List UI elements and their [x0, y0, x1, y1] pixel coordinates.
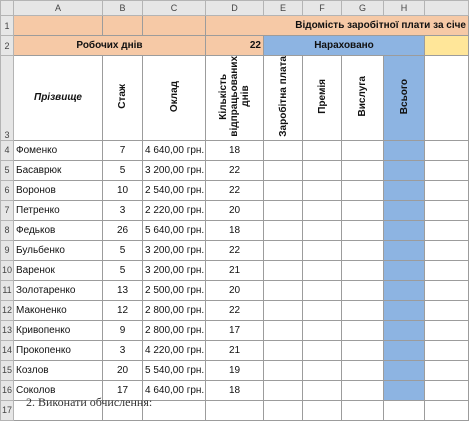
salary-cell[interactable]: 3 200,00 грн.	[143, 260, 206, 280]
wage-cell[interactable]	[264, 200, 303, 220]
row-number[interactable]: 14	[1, 340, 14, 360]
experience-cell[interactable]: 3	[103, 200, 143, 220]
experience-cell[interactable]: 26	[103, 220, 143, 240]
table-row	[1, 280, 469, 300]
cell[interactable]	[103, 16, 143, 36]
column-header-c[interactable]: C	[143, 1, 206, 16]
cell[interactable]	[425, 160, 469, 180]
row-number[interactable]: 2	[1, 36, 14, 56]
table-row	[1, 220, 469, 240]
data-rows	[1, 140, 469, 400]
column-header-f[interactable]: F	[303, 1, 342, 16]
seniority-cell[interactable]	[342, 220, 384, 240]
table-row	[1, 260, 469, 280]
seniority-cell[interactable]	[342, 240, 384, 260]
bonus-cell[interactable]	[303, 380, 342, 400]
salary-cell[interactable]: 4 220,00 грн.	[143, 340, 206, 360]
experience-cell[interactable]: 12	[103, 300, 143, 320]
cell[interactable]	[14, 16, 103, 36]
total-cell[interactable]	[384, 140, 425, 160]
sheet-row-1	[1, 16, 469, 36]
bonus-cell[interactable]	[303, 200, 342, 220]
bonus-cell[interactable]	[303, 280, 342, 300]
surname-cell[interactable]: Фоменко	[14, 140, 103, 160]
bonus-cell[interactable]	[303, 260, 342, 280]
row-number[interactable]: 6	[1, 180, 14, 200]
experience-cell[interactable]: 20	[103, 360, 143, 380]
sheet-row-2	[1, 36, 469, 56]
surname-cell[interactable]: Кривопенко	[14, 320, 103, 340]
wage-cell[interactable]	[264, 220, 303, 240]
cell[interactable]	[384, 400, 425, 420]
total-cell[interactable]	[384, 200, 425, 220]
days-worked-cell[interactable]: 22	[206, 180, 264, 200]
surname-cell[interactable]: Федьков	[14, 220, 103, 240]
days-worked-cell[interactable]: 17	[206, 320, 264, 340]
cell[interactable]	[143, 16, 206, 36]
surname-cell[interactable]: Маконенко	[14, 300, 103, 320]
days-worked-cell[interactable]: 22	[206, 160, 264, 180]
row-number[interactable]: 11	[1, 280, 14, 300]
cell[interactable]	[425, 300, 469, 320]
sheet-title-cell[interactable]: Відомість заробітної плати за січе	[206, 16, 469, 36]
seniority-cell[interactable]	[342, 160, 384, 180]
total-cell[interactable]	[384, 380, 425, 400]
row-number[interactable]: 12	[1, 300, 14, 320]
surname-header-cell[interactable]: Прізвище	[14, 56, 103, 141]
wage-cell[interactable]	[264, 360, 303, 380]
surname-cell[interactable]: Воронов	[14, 180, 103, 200]
cell[interactable]	[425, 56, 469, 141]
table-row	[1, 180, 469, 200]
column-header-h[interactable]: H	[384, 1, 425, 16]
row-number[interactable]: 3	[1, 56, 14, 141]
table-row	[1, 300, 469, 320]
row-number[interactable]: 7	[1, 200, 14, 220]
total-cell[interactable]	[384, 360, 425, 380]
salary-cell[interactable]: 2 220,00 грн.	[143, 200, 206, 220]
days-worked-header-cell[interactable]	[206, 56, 264, 141]
salary-cell[interactable]: 4 640,00 грн.	[143, 380, 206, 400]
cell[interactable]	[425, 140, 469, 160]
seniority-cell[interactable]	[342, 200, 384, 220]
bonus-cell[interactable]	[303, 360, 342, 380]
wage-cell[interactable]	[264, 140, 303, 160]
row-number[interactable]: 13	[1, 320, 14, 340]
seniority-cell[interactable]	[342, 380, 384, 400]
salary-cell[interactable]: 3 200,00 грн.	[143, 240, 206, 260]
salary-header-cell[interactable]	[143, 56, 206, 141]
surname-cell[interactable]: Соколов	[14, 380, 103, 400]
table-row	[1, 360, 469, 380]
working-days-label-cell[interactable]: Робочих днів	[14, 36, 206, 56]
cell[interactable]	[342, 400, 384, 420]
row-number[interactable]: 1	[1, 16, 14, 36]
wage-cell[interactable]	[264, 240, 303, 260]
seniority-cell[interactable]	[342, 340, 384, 360]
table-row	[1, 160, 469, 180]
accrued-header-cell[interactable]: Нараховано	[264, 36, 425, 56]
experience-cell[interactable]: 5	[103, 260, 143, 280]
row-number[interactable]: 10	[1, 260, 14, 280]
bonus-cell[interactable]	[303, 240, 342, 260]
total-header-cell[interactable]	[384, 56, 425, 141]
experience-cell[interactable]: 7	[103, 140, 143, 160]
row-number[interactable]: 16	[1, 380, 14, 400]
seniority-cell[interactable]	[342, 300, 384, 320]
seniority-cell[interactable]	[342, 180, 384, 200]
days-worked-cell[interactable]: 18	[206, 140, 264, 160]
cell[interactable]	[425, 180, 469, 200]
wage-cell[interactable]	[264, 320, 303, 340]
bonus-cell[interactable]	[303, 320, 342, 340]
column-header-d[interactable]: D	[206, 1, 264, 16]
bonus-header-cell[interactable]	[303, 56, 342, 141]
experience-cell[interactable]: 13	[103, 280, 143, 300]
days-worked-cell[interactable]: 18	[206, 220, 264, 240]
total-cell[interactable]	[384, 280, 425, 300]
cell[interactable]	[425, 280, 469, 300]
salary-cell[interactable]: 4 640,00 грн.	[143, 140, 206, 160]
surname-cell[interactable]: Петренко	[14, 200, 103, 220]
seniority-header-cell[interactable]	[342, 56, 384, 141]
bonus-cell[interactable]	[303, 180, 342, 200]
experience-cell[interactable]: 5	[103, 160, 143, 180]
cell[interactable]	[425, 36, 469, 56]
wage-header-text: Заробітна плата	[277, 56, 289, 137]
bonus-cell[interactable]	[303, 340, 342, 360]
salary-cell[interactable]: 2 540,00 грн.	[143, 180, 206, 200]
total-cell[interactable]	[384, 300, 425, 320]
row-number[interactable]: 15	[1, 360, 14, 380]
row-number[interactable]: 9	[1, 240, 14, 260]
cell[interactable]	[303, 400, 342, 420]
cell[interactable]	[206, 400, 264, 420]
cell[interactable]	[425, 200, 469, 220]
salary-cell[interactable]: 2 800,00 грн.	[143, 300, 206, 320]
days-worked-cell[interactable]: 21	[206, 340, 264, 360]
row-number[interactable]: 17	[1, 400, 14, 420]
cell[interactable]	[425, 400, 469, 420]
total-cell[interactable]	[384, 180, 425, 200]
surname-cell[interactable]: Козлов	[14, 360, 103, 380]
select-all-corner[interactable]	[1, 1, 14, 16]
cell[interactable]	[425, 360, 469, 380]
table-row	[1, 320, 469, 340]
column-header-e[interactable]: E	[264, 1, 303, 16]
surname-cell[interactable]: Бульбенко	[14, 240, 103, 260]
wage-cell[interactable]	[264, 180, 303, 200]
table-row	[1, 240, 469, 260]
total-cell[interactable]	[384, 320, 425, 340]
bonus-cell[interactable]	[303, 140, 342, 160]
seniority-header-text: Вислуга	[357, 76, 368, 117]
task-caption: 2. Виконати обчислення:	[26, 395, 153, 409]
days-worked-cell[interactable]: 20	[206, 280, 264, 300]
experience-cell[interactable]: 5	[103, 240, 143, 260]
surname-cell[interactable]: Золотаренко	[14, 280, 103, 300]
experience-cell[interactable]: 17	[103, 380, 143, 400]
row-number[interactable]: 5	[1, 160, 14, 180]
seniority-cell[interactable]	[342, 260, 384, 280]
days-worked-cell[interactable]: 20	[206, 200, 264, 220]
wage-cell[interactable]	[264, 260, 303, 280]
total-header-text: Всього	[398, 78, 410, 114]
table-row	[1, 140, 469, 160]
seniority-cell[interactable]	[342, 320, 384, 340]
experience-cell[interactable]: 10	[103, 180, 143, 200]
bonus-cell[interactable]	[303, 160, 342, 180]
cell[interactable]	[425, 340, 469, 360]
column-header-i[interactable]	[425, 1, 469, 16]
bonus-cell[interactable]	[303, 300, 342, 320]
days-worked-cell[interactable]: 21	[206, 260, 264, 280]
table-row	[1, 340, 469, 360]
wage-cell[interactable]	[264, 160, 303, 180]
column-header-a[interactable]: A	[14, 1, 103, 16]
days-worked-cell[interactable]: 22	[206, 300, 264, 320]
sheet-row-3	[1, 56, 469, 141]
cell[interactable]	[425, 320, 469, 340]
row-number[interactable]: 4	[1, 140, 14, 160]
experience-cell[interactable]: 9	[103, 320, 143, 340]
salary-cell[interactable]: 2 500,00 грн.	[143, 280, 206, 300]
surname-cell[interactable]: Варенок	[14, 260, 103, 280]
experience-header-text: Стаж	[117, 83, 128, 109]
cell[interactable]	[425, 240, 469, 260]
salary-cell[interactable]: 3 200,00 грн.	[143, 160, 206, 180]
days-worked-header-text: Кількість відпрацьованих днів	[218, 55, 251, 137]
bonus-cell[interactable]	[303, 220, 342, 240]
salary-cell[interactable]: 5 640,00 грн.	[143, 220, 206, 240]
cell[interactable]	[425, 220, 469, 240]
wage-cell[interactable]	[264, 280, 303, 300]
total-cell[interactable]	[384, 220, 425, 240]
total-cell[interactable]	[384, 240, 425, 260]
table-row	[1, 200, 469, 220]
seniority-cell[interactable]	[342, 280, 384, 300]
surname-cell[interactable]: Басаврюк	[14, 160, 103, 180]
days-worked-cell[interactable]: 18	[206, 380, 264, 400]
total-cell[interactable]	[384, 260, 425, 280]
wage-cell[interactable]	[264, 340, 303, 360]
surname-cell[interactable]: Прокопенко	[14, 340, 103, 360]
column-header-b[interactable]: B	[103, 1, 143, 16]
seniority-cell[interactable]	[342, 360, 384, 380]
column-header-g[interactable]: G	[342, 1, 384, 16]
total-cell[interactable]	[384, 340, 425, 360]
experience-cell[interactable]: 3	[103, 340, 143, 360]
salary-header-text: Оклад	[168, 80, 180, 112]
days-worked-cell[interactable]: 19	[206, 360, 264, 380]
row-number[interactable]: 8	[1, 220, 14, 240]
column-header-row	[1, 1, 469, 16]
seniority-cell[interactable]	[342, 140, 384, 160]
wage-header-cell[interactable]	[264, 56, 303, 141]
cell[interactable]	[425, 380, 469, 400]
salary-cell[interactable]: 5 540,00 грн.	[143, 360, 206, 380]
wage-cell[interactable]	[264, 380, 303, 400]
bonus-header-text: Премія	[316, 78, 328, 114]
wage-cell[interactable]	[264, 300, 303, 320]
days-worked-cell[interactable]: 22	[206, 240, 264, 260]
total-cell[interactable]	[384, 160, 425, 180]
salary-cell[interactable]: 2 800,00 грн.	[143, 320, 206, 340]
cell[interactable]	[425, 260, 469, 280]
experience-header-cell[interactable]	[103, 56, 143, 141]
cell[interactable]	[264, 400, 303, 420]
working-days-value-cell[interactable]: 22	[206, 36, 264, 56]
